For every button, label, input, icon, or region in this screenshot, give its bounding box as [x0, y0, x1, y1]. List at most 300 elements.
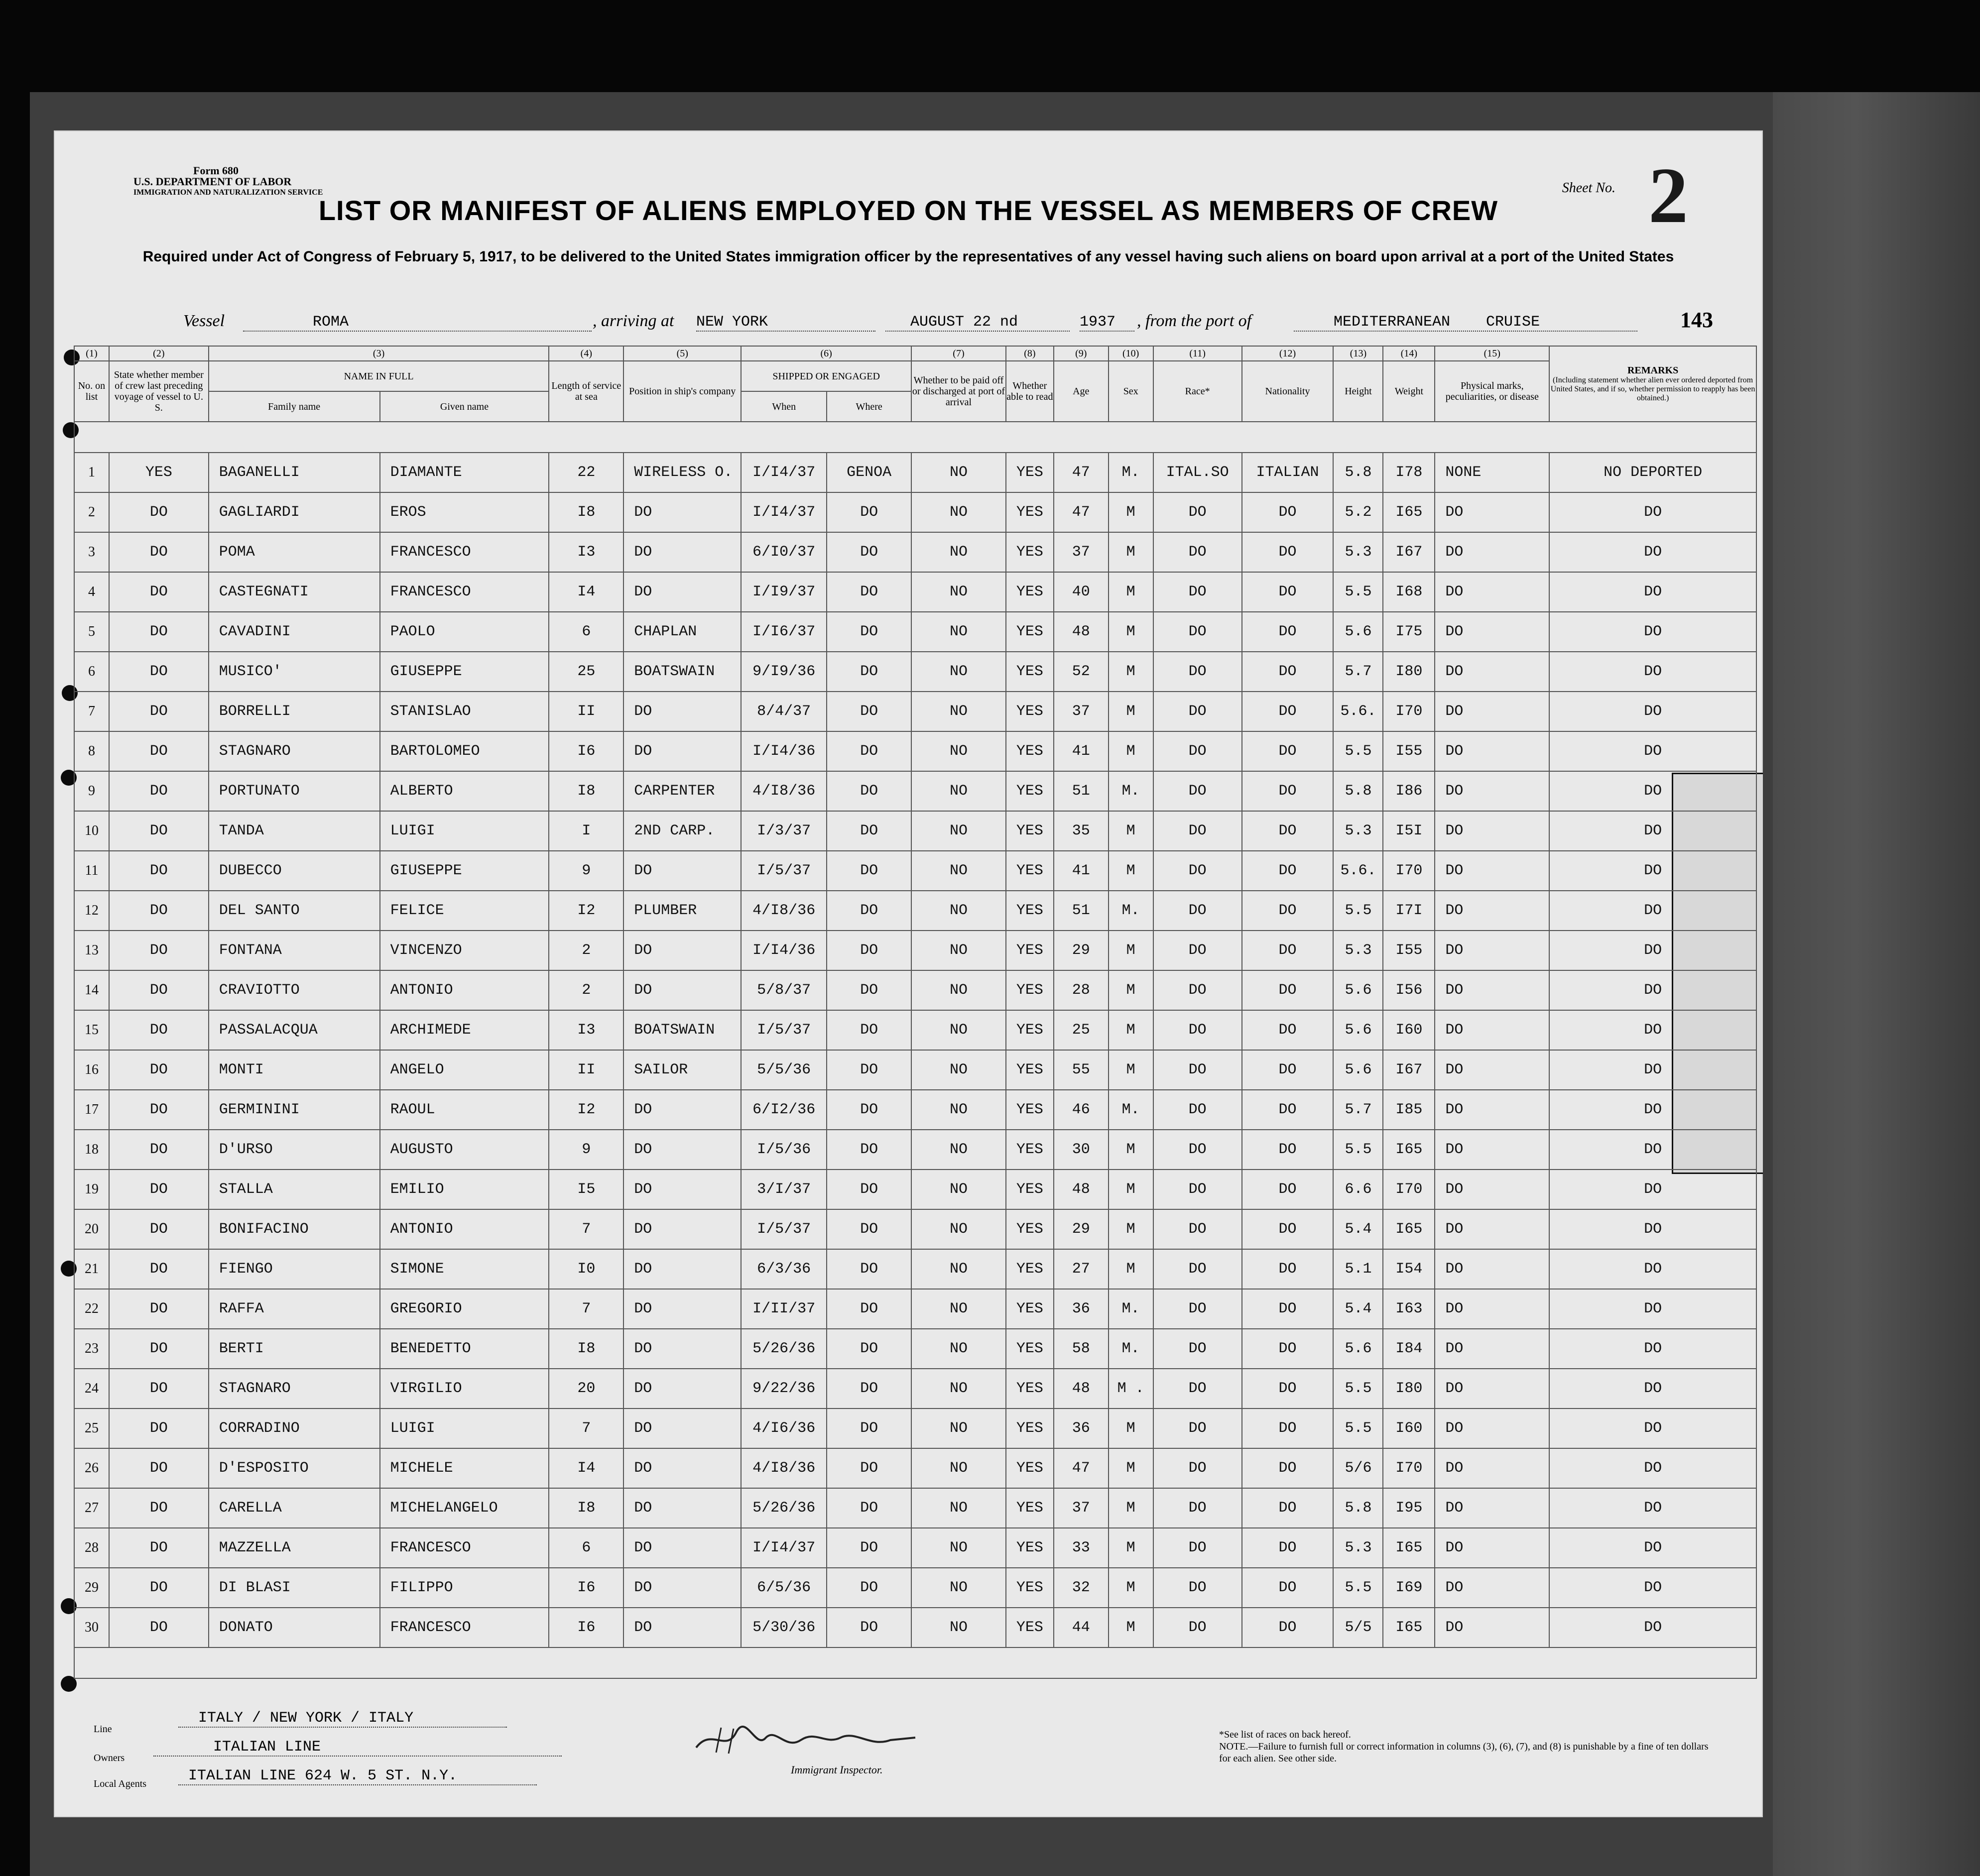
paid-off-cell: NO — [911, 1369, 1006, 1408]
row-number-cell: 19 — [74, 1170, 109, 1209]
weight-cell: I65 — [1383, 1130, 1435, 1170]
shipped-where-cell: DO — [827, 1369, 911, 1408]
family-name-cell: BERTI — [209, 1329, 380, 1369]
header-given-name: Given name — [380, 391, 549, 422]
fine-note: NOTE.—Failure to furnish full or correct information in columns (3), (6), (7), and (8) is punishable by a fine of ten dollars for each alien. See other side. — [1219, 1741, 1709, 1764]
age-cell: 37 — [1054, 1488, 1109, 1528]
row-number-cell: 14 — [74, 970, 109, 1010]
height-cell: 5.3 — [1333, 811, 1383, 851]
shipped-when-cell: 4/I8/36 — [741, 891, 827, 931]
remarks-cell: DO — [1549, 1010, 1756, 1050]
paid-off-cell: NO — [911, 1170, 1006, 1209]
nationality-cell: DO — [1242, 931, 1334, 970]
row-number-cell: 5 — [74, 612, 109, 652]
family-name-cell: BONIFACINO — [209, 1209, 380, 1249]
height-cell: 5.1 — [1333, 1249, 1383, 1289]
shipped-when-cell: I/3/37 — [741, 811, 827, 851]
row-number-cell: 27 — [74, 1488, 109, 1528]
position-cell: PLUMBER — [623, 891, 741, 931]
race-cell: DO — [1153, 1408, 1242, 1448]
weight-cell: I70 — [1383, 692, 1435, 731]
able-read-cell: YES — [1006, 652, 1054, 692]
remarks-cell: DO — [1549, 1528, 1756, 1568]
table-row — [74, 931, 1756, 970]
header-position: Position in ship's company — [623, 361, 741, 422]
shipped-where-cell: DO — [827, 1408, 911, 1448]
given-name-cell: LUIGI — [380, 811, 549, 851]
shipped-when-cell: 9/22/36 — [741, 1369, 827, 1408]
family-name-cell: BORRELLI — [209, 692, 380, 731]
length-service-cell: 7 — [549, 1209, 623, 1249]
shipped-where-cell: DO — [827, 1329, 911, 1369]
sex-cell: M — [1109, 811, 1153, 851]
length-service-cell: 25 — [549, 652, 623, 692]
sex-cell: M — [1109, 1488, 1153, 1528]
paid-off-cell: NO — [911, 931, 1006, 970]
sheet-number: 2 — [1648, 151, 1688, 239]
manifest-sheet — [54, 130, 1763, 1817]
nationality-cell: DO — [1242, 1289, 1334, 1329]
table-row — [74, 1289, 1756, 1329]
given-name-cell: ANGELO — [380, 1050, 549, 1090]
height-cell: 5.5 — [1333, 891, 1383, 931]
length-service-cell: I0 — [549, 1249, 623, 1289]
table-row — [74, 1608, 1756, 1647]
header-able-read: Whether able to read — [1006, 361, 1054, 422]
shipped-where-cell: DO — [827, 731, 911, 771]
given-name-cell: MICHELANGELO — [380, 1488, 549, 1528]
able-read-cell: YES — [1006, 453, 1054, 492]
family-name-cell: FONTANA — [209, 931, 380, 970]
shipped-when-cell: I/I4/36 — [741, 931, 827, 970]
age-cell: 47 — [1054, 492, 1109, 532]
length-service-cell: I6 — [549, 1608, 623, 1647]
prior-voyage-cell: DO — [109, 1050, 209, 1090]
row-number-cell: 23 — [74, 1329, 109, 1369]
weight-cell: I55 — [1383, 931, 1435, 970]
family-name-cell: CAVADINI — [209, 612, 380, 652]
sex-cell: M — [1109, 1170, 1153, 1209]
height-cell: 5.6. — [1333, 692, 1383, 731]
race-cell: DO — [1153, 1448, 1242, 1488]
prior-voyage-cell: DO — [109, 1528, 209, 1568]
prior-voyage-cell: DO — [109, 532, 209, 572]
shipped-where-cell: DO — [827, 1010, 911, 1050]
remarks-cell: DO — [1549, 532, 1756, 572]
paid-off-cell: NO — [911, 1528, 1006, 1568]
physical-marks-cell: DO — [1435, 1568, 1549, 1608]
weight-cell: I70 — [1383, 1170, 1435, 1209]
height-cell: 5/5 — [1333, 1608, 1383, 1647]
length-service-cell: 20 — [549, 1369, 623, 1408]
physical-marks-cell: NONE — [1435, 453, 1549, 492]
length-service-cell: I8 — [549, 1329, 623, 1369]
prior-voyage-cell: DO — [109, 1408, 209, 1448]
shipped-where-cell: DO — [827, 1050, 911, 1090]
length-service-cell: I6 — [549, 731, 623, 771]
shipped-when-cell: I/I4/37 — [741, 492, 827, 532]
shipped-when-cell: 6/I0/37 — [741, 532, 827, 572]
sex-cell: M — [1109, 1050, 1153, 1090]
height-cell: 5.5 — [1333, 1568, 1383, 1608]
length-service-cell: I8 — [549, 771, 623, 811]
race-cell: DO — [1153, 1249, 1242, 1289]
nationality-cell: DO — [1242, 532, 1334, 572]
header-sex: Sex — [1109, 361, 1153, 422]
position-cell: DO — [623, 1329, 741, 1369]
age-cell: 36 — [1054, 1408, 1109, 1448]
table-row — [74, 1408, 1756, 1448]
shipped-where-cell: DO — [827, 572, 911, 612]
sex-cell: M — [1109, 970, 1153, 1010]
age-cell: 46 — [1054, 1090, 1109, 1130]
sex-cell: M — [1109, 851, 1153, 891]
height-cell: 5.7 — [1333, 1090, 1383, 1130]
table-row — [74, 1209, 1756, 1249]
service: IMMIGRATION AND NATURALIZATION SERVICE — [133, 188, 323, 197]
shipped-when-cell: 9/I9/36 — [741, 652, 827, 692]
table-row — [74, 1050, 1756, 1090]
weight-cell: I70 — [1383, 851, 1435, 891]
family-name-cell: GAGLIARDI — [209, 492, 380, 532]
table-row — [74, 851, 1756, 891]
remarks-cell: DO — [1549, 851, 1756, 891]
age-cell: 51 — [1054, 771, 1109, 811]
age-cell: 36 — [1054, 1289, 1109, 1329]
length-service-cell: I6 — [549, 1568, 623, 1608]
header-paid-off: Whether to be paid off or discharged at port of arrival — [911, 361, 1006, 422]
paid-off-cell: NO — [911, 1010, 1006, 1050]
physical-marks-cell: DO — [1435, 970, 1549, 1010]
arrival-date: AUGUST 22 nd — [885, 314, 1070, 332]
length-service-cell: I — [549, 811, 623, 851]
position-cell: DO — [623, 970, 741, 1010]
position-cell: DO — [623, 1568, 741, 1608]
physical-marks-cell: DO — [1435, 1090, 1549, 1130]
remarks-subtitle: (Including statement whether alien ever ordered deported from United States, and if so, whether permission to reapply has been obtained.) — [1550, 376, 1755, 402]
family-name-cell: POMA — [209, 532, 380, 572]
able-read-cell: YES — [1006, 1249, 1054, 1289]
sex-cell: M — [1109, 1608, 1153, 1647]
family-name-cell: D'ESPOSITO — [209, 1448, 380, 1488]
height-cell: 5.8 — [1333, 1488, 1383, 1528]
age-cell: 28 — [1054, 970, 1109, 1010]
paid-off-cell: NO — [911, 572, 1006, 612]
given-name-cell: FILIPPO — [380, 1568, 549, 1608]
physical-marks-cell: DO — [1435, 532, 1549, 572]
position-cell: DO — [623, 731, 741, 771]
shipped-when-cell: 5/26/36 — [741, 1329, 827, 1369]
arriving-label: , arriving at — [593, 312, 674, 330]
physical-marks-cell: DO — [1435, 1488, 1549, 1528]
race-cell: DO — [1153, 492, 1242, 532]
nationality-cell: DO — [1242, 1170, 1334, 1209]
remarks-cell: DO — [1549, 1568, 1756, 1608]
height-cell: 6.6 — [1333, 1170, 1383, 1209]
spacer-row — [74, 422, 1756, 453]
able-read-cell: YES — [1006, 1528, 1054, 1568]
height-cell: 5.3 — [1333, 1528, 1383, 1568]
shipped-when-cell: I/I9/37 — [741, 572, 827, 612]
paid-off-cell: NO — [911, 453, 1006, 492]
able-read-cell: YES — [1006, 1010, 1054, 1050]
row-number-cell: 16 — [74, 1050, 109, 1090]
able-read-cell: YES — [1006, 771, 1054, 811]
able-read-cell: YES — [1006, 1448, 1054, 1488]
race-cell: DO — [1153, 1369, 1242, 1408]
length-service-cell: 22 — [549, 453, 623, 492]
row-number-cell: 3 — [74, 532, 109, 572]
sex-cell: M — [1109, 1010, 1153, 1050]
nationality-cell: DO — [1242, 652, 1334, 692]
remarks-cell: DO — [1549, 1408, 1756, 1448]
table-row — [74, 1090, 1756, 1130]
able-read-cell: YES — [1006, 532, 1054, 572]
paid-off-cell: NO — [911, 1050, 1006, 1090]
header-race: Race* — [1153, 361, 1242, 422]
nationality-cell: DO — [1242, 1448, 1334, 1488]
race-cell: DO — [1153, 1090, 1242, 1130]
row-number-cell: 20 — [74, 1209, 109, 1249]
race-cell: DO — [1153, 1568, 1242, 1608]
position-cell: DO — [623, 1488, 741, 1528]
sex-cell: M — [1109, 1209, 1153, 1249]
shipped-when-cell: 5/5/36 — [741, 1050, 827, 1090]
row-number-cell: 22 — [74, 1289, 109, 1329]
weight-cell: I78 — [1383, 453, 1435, 492]
shipped-when-cell: I/II/37 — [741, 1289, 827, 1329]
given-name-cell: FRANCESCO — [380, 1608, 549, 1647]
scan-background-right — [1773, 92, 1980, 1876]
row-number-cell: 18 — [74, 1130, 109, 1170]
prior-voyage-cell: DO — [109, 1448, 209, 1488]
race-cell: DO — [1153, 612, 1242, 652]
prior-voyage-cell: DO — [109, 1249, 209, 1289]
able-read-cell: YES — [1006, 1090, 1054, 1130]
shipped-when-cell: I/5/36 — [741, 1130, 827, 1170]
given-name-cell: SIMONE — [380, 1249, 549, 1289]
weight-cell: I85 — [1383, 1090, 1435, 1130]
height-cell: 5.6 — [1333, 970, 1383, 1010]
weight-cell: I65 — [1383, 1209, 1435, 1249]
paid-off-cell: NO — [911, 1130, 1006, 1170]
length-service-cell: 6 — [549, 612, 623, 652]
sex-cell: M — [1109, 731, 1153, 771]
prior-voyage-cell: DO — [109, 1369, 209, 1408]
shipped-when-cell: I/I4/37 — [741, 1528, 827, 1568]
able-read-cell: YES — [1006, 1289, 1054, 1329]
given-name-cell: FRANCESCO — [380, 1528, 549, 1568]
able-read-cell: YES — [1006, 1608, 1054, 1647]
physical-marks-cell: DO — [1435, 1050, 1549, 1090]
length-service-cell: I4 — [549, 1448, 623, 1488]
able-read-cell: YES — [1006, 1369, 1054, 1408]
remarks-cell: DO — [1549, 771, 1756, 811]
shipped-when-cell: I/I4/36 — [741, 731, 827, 771]
sex-cell: M — [1109, 1448, 1153, 1488]
sex-cell: M — [1109, 1249, 1153, 1289]
race-cell: DO — [1153, 1608, 1242, 1647]
height-cell: 5.8 — [1333, 771, 1383, 811]
height-cell: 5.4 — [1333, 1209, 1383, 1249]
row-number-cell: 1 — [74, 453, 109, 492]
height-cell: 5.7 — [1333, 652, 1383, 692]
prior-voyage-cell: DO — [109, 811, 209, 851]
prior-voyage-cell: DO — [109, 492, 209, 532]
table-row — [74, 572, 1756, 612]
row-number-cell: 17 — [74, 1090, 109, 1130]
age-cell: 40 — [1054, 572, 1109, 612]
footer-note — [1219, 1729, 1717, 1764]
height-cell: 5.6 — [1333, 1329, 1383, 1369]
shipped-where-cell: GENOA — [827, 453, 911, 492]
shipped-where-cell: DO — [827, 1170, 911, 1209]
given-name-cell: FRANCESCO — [380, 532, 549, 572]
row-number-cell: 28 — [74, 1528, 109, 1568]
nationality-cell: DO — [1242, 1568, 1334, 1608]
physical-marks-cell: DO — [1435, 1369, 1549, 1408]
nationality-cell: DO — [1242, 572, 1334, 612]
col-num: (13) — [1333, 346, 1383, 361]
table-row — [74, 811, 1756, 851]
remarks-cell: DO — [1549, 1329, 1756, 1369]
prior-voyage-cell: DO — [109, 1209, 209, 1249]
col-num: (11) — [1153, 346, 1242, 361]
age-cell: 47 — [1054, 1448, 1109, 1488]
table-row — [74, 1170, 1756, 1209]
nationality-cell: DO — [1242, 891, 1334, 931]
weight-cell: I65 — [1383, 1528, 1435, 1568]
race-note: *See list of races on back hereof. — [1219, 1729, 1351, 1740]
given-name-cell: ALBERTO — [380, 771, 549, 811]
physical-marks-cell: DO — [1435, 1608, 1549, 1647]
from-label: , from the port of — [1137, 312, 1252, 330]
header-physical: Physical marks, peculiarities, or disease — [1435, 361, 1549, 422]
age-cell: 48 — [1054, 1369, 1109, 1408]
physical-marks-cell: DO — [1435, 492, 1549, 532]
col-num: (6) — [741, 346, 911, 361]
given-name-cell: FRANCESCO — [380, 572, 549, 612]
header-weight: Weight — [1383, 361, 1435, 422]
able-read-cell: YES — [1006, 1209, 1054, 1249]
shipped-where-cell: DO — [827, 1568, 911, 1608]
paid-off-cell: NO — [911, 731, 1006, 771]
prior-voyage-cell: DO — [109, 731, 209, 771]
position-cell: DO — [623, 1369, 741, 1408]
physical-marks-cell: DO — [1435, 851, 1549, 891]
remarks-cell: DO — [1549, 811, 1756, 851]
able-read-cell: YES — [1006, 1050, 1054, 1090]
shipped-when-cell: I/5/37 — [741, 1209, 827, 1249]
weight-cell: I63 — [1383, 1289, 1435, 1329]
row-number-cell: 29 — [74, 1568, 109, 1608]
remarks-cell: DO — [1549, 1130, 1756, 1170]
table-row — [74, 771, 1756, 811]
nationality-cell: DO — [1242, 970, 1334, 1010]
table-row — [74, 1329, 1756, 1369]
height-cell: 5.4 — [1333, 1289, 1383, 1329]
length-service-cell: 9 — [549, 851, 623, 891]
height-cell: 5.5 — [1333, 731, 1383, 771]
physical-marks-cell: DO — [1435, 1170, 1549, 1209]
sex-cell: M — [1109, 1568, 1153, 1608]
table-row — [74, 453, 1756, 492]
row-number-cell: 15 — [74, 1010, 109, 1050]
paid-off-cell: NO — [911, 851, 1006, 891]
nationality-cell: DO — [1242, 1090, 1334, 1130]
nationality-cell: DO — [1242, 1528, 1334, 1568]
header-nationality: Nationality — [1242, 361, 1334, 422]
height-cell: 5.8 — [1333, 453, 1383, 492]
shipped-when-cell: I/5/37 — [741, 1010, 827, 1050]
col-num: (1) — [74, 346, 109, 361]
paid-off-cell: NO — [911, 1568, 1006, 1608]
family-name-cell: PASSALACQUA — [209, 1010, 380, 1050]
prior-voyage-cell: DO — [109, 1010, 209, 1050]
physical-marks-cell: DO — [1435, 1289, 1549, 1329]
given-name-cell: GIUSEPPE — [380, 652, 549, 692]
family-name-cell: MAZZELLA — [209, 1528, 380, 1568]
able-read-cell: YES — [1006, 931, 1054, 970]
given-name-cell: GIUSEPPE — [380, 851, 549, 891]
given-name-cell: ARCHIMEDE — [380, 1010, 549, 1050]
position-cell: WIRELESS O. — [623, 453, 741, 492]
race-cell: DO — [1153, 1010, 1242, 1050]
age-cell: 29 — [1054, 1209, 1109, 1249]
able-read-cell: YES — [1006, 851, 1054, 891]
race-cell: DO — [1153, 572, 1242, 612]
physical-marks-cell: DO — [1435, 891, 1549, 931]
remarks-cell: DO — [1549, 1170, 1756, 1209]
position-cell: DO — [623, 1289, 741, 1329]
table-row — [74, 1568, 1756, 1608]
page-number: 143 — [1680, 308, 1713, 332]
position-cell: BOATSWAIN — [623, 1010, 741, 1050]
family-name-cell: DUBECCO — [209, 851, 380, 891]
length-service-cell: I3 — [549, 1010, 623, 1050]
shipped-where-cell: DO — [827, 1249, 911, 1289]
physical-marks-cell: DO — [1435, 1448, 1549, 1488]
remarks-cell: DO — [1549, 1448, 1756, 1488]
nationality-cell: DO — [1242, 771, 1334, 811]
paid-off-cell: NO — [911, 652, 1006, 692]
able-read-cell: YES — [1006, 1408, 1054, 1448]
position-cell: DO — [623, 1528, 741, 1568]
remarks-cell: DO — [1549, 1249, 1756, 1289]
height-cell: 5.3 — [1333, 532, 1383, 572]
shipped-where-cell: DO — [827, 1608, 911, 1647]
physical-marks-cell: DO — [1435, 1249, 1549, 1289]
department: U.S. DEPARTMENT OF LABOR — [133, 175, 292, 188]
header-no-on-list: No. on list — [74, 361, 109, 422]
family-name-cell: MUSICO' — [209, 652, 380, 692]
able-read-cell: YES — [1006, 612, 1054, 652]
shipped-when-cell: 8/4/37 — [741, 692, 827, 731]
position-cell: DO — [623, 1249, 741, 1289]
sex-cell: M. — [1109, 1329, 1153, 1369]
given-name-cell: STANISLAO — [380, 692, 549, 731]
weight-cell: I65 — [1383, 1608, 1435, 1647]
remarks-cell: DO — [1549, 652, 1756, 692]
header-shipped: SHIPPED OR ENGAGED — [741, 361, 911, 391]
paid-off-cell: NO — [911, 771, 1006, 811]
weight-cell: I70 — [1383, 1448, 1435, 1488]
length-service-cell: I8 — [549, 492, 623, 532]
physical-marks-cell: DO — [1435, 692, 1549, 731]
physical-marks-cell: DO — [1435, 652, 1549, 692]
shipped-where-cell: DO — [827, 612, 911, 652]
paid-off-cell: NO — [911, 492, 1006, 532]
